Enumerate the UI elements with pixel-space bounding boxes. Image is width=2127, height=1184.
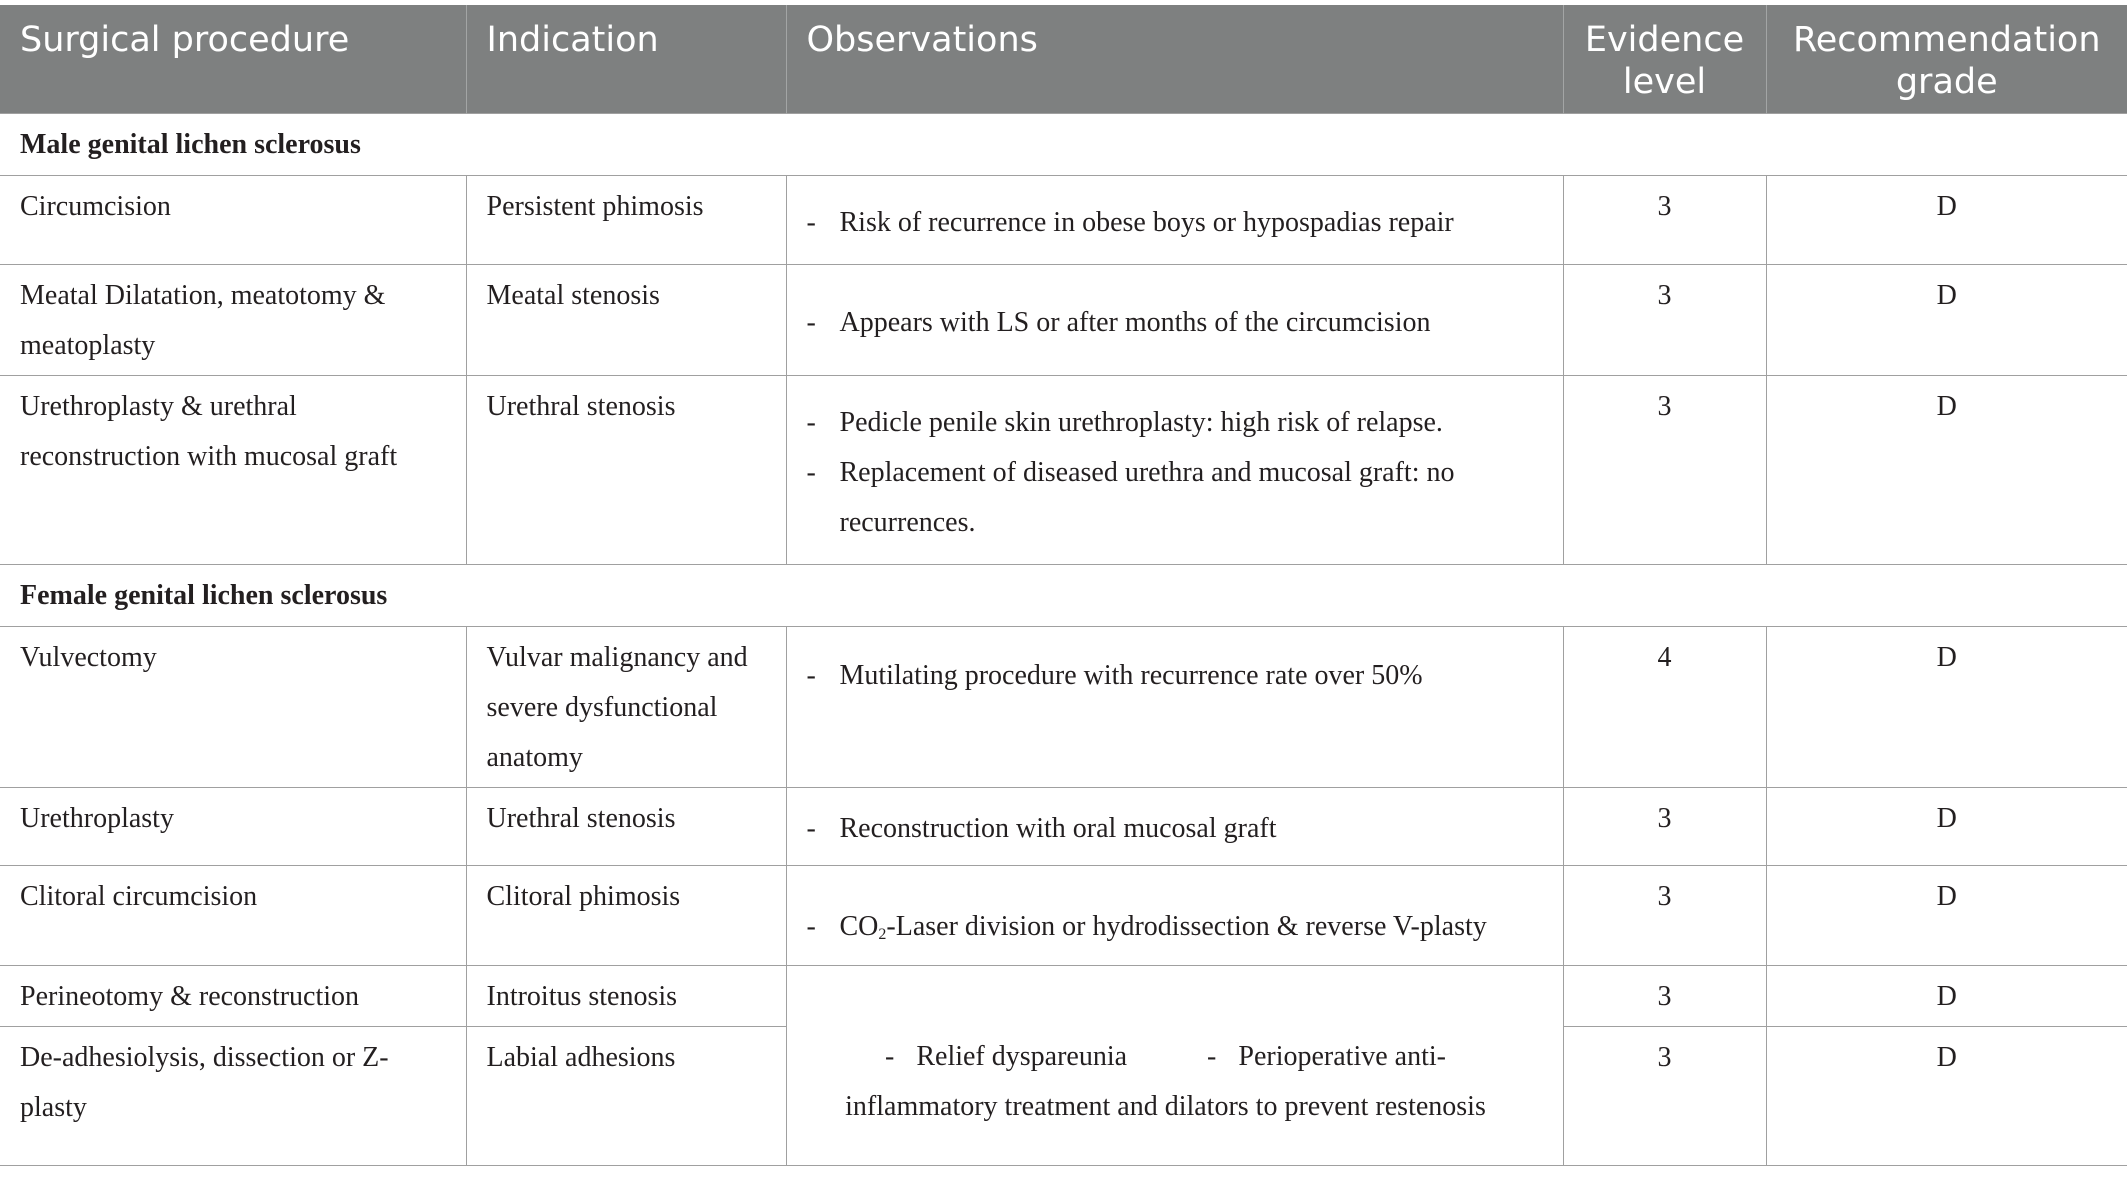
observations-list xyxy=(807,198,1543,248)
header-evidence-line1: Evidence xyxy=(1584,20,1745,60)
observation-item: - Reconstruction with oral mucosal graft xyxy=(807,804,1543,854)
cell-observations xyxy=(786,787,1563,865)
cell-procedure: Clitoral circumcision xyxy=(0,865,466,965)
cell-procedure: Urethroplasty xyxy=(0,787,466,865)
cell-evidence-level: 4 xyxy=(1563,626,1766,787)
surgical-procedures-table xyxy=(0,5,2127,1166)
cell-recommendation-grade: D xyxy=(1766,375,2127,564)
header-observations: Observations xyxy=(786,5,1563,113)
cell-procedure: De-adhesiolysis, dissection or Z-plasty xyxy=(0,1026,466,1165)
table-row xyxy=(0,175,2127,264)
observation-item: - Mutilating procedure with recurrence rate over 50% xyxy=(807,651,1543,701)
cell-recommendation-grade: D xyxy=(1766,626,2127,787)
observations-list xyxy=(807,902,1543,952)
cell-indication: Meatal stenosis xyxy=(466,264,786,375)
observation-text: Relief dyspareunia xyxy=(916,1041,1128,1072)
header-row xyxy=(0,5,2127,113)
section-row-male xyxy=(0,113,2127,175)
cell-evidence-level: 3 xyxy=(1563,175,1766,264)
co2-prefix: CO xyxy=(839,911,879,942)
co2-subscript: 2 xyxy=(878,926,887,943)
cell-indication: Persistent phimosis xyxy=(466,175,786,264)
cell-observations xyxy=(786,865,1563,965)
header-recommendation-grade xyxy=(1766,5,2127,113)
section-row-female xyxy=(0,564,2127,626)
header-surgical-procedure: Surgical procedure xyxy=(0,5,466,113)
observation-item: - Perioperative anti-inflammatory treatment and dilators to prevent restenosis xyxy=(845,1041,1486,1122)
cell-observations xyxy=(786,175,1563,264)
cell-procedure: Circumcision xyxy=(0,175,466,264)
observations-list xyxy=(807,298,1543,348)
cell-evidence-level: 3 xyxy=(1563,264,1766,375)
cell-recommendation-grade: D xyxy=(1766,965,2127,1026)
cell-indication: Urethral stenosis xyxy=(466,375,786,564)
cell-evidence-level: 3 xyxy=(1563,787,1766,865)
observation-item: - Appears with LS or after months of the circumcision xyxy=(807,298,1543,348)
section-title-female: Female genital lichen sclerosus xyxy=(0,564,2127,626)
cell-recommendation-grade: D xyxy=(1766,175,2127,264)
cell-evidence-level: 3 xyxy=(1563,965,1766,1026)
observation-item: - Replacement of diseased urethra and mucosal graft: no recurrences. xyxy=(807,448,1543,548)
cell-indication: Urethral stenosis xyxy=(466,787,786,865)
cell-evidence-level: 3 xyxy=(1563,1026,1766,1165)
cell-procedure: Meatal Dilatation, meatotomy & meatoplasty xyxy=(0,264,466,375)
cell-recommendation-grade: D xyxy=(1766,865,2127,965)
observation-text: Perioperative anti-inflammatory treatment and dilators to prevent restenosis xyxy=(845,1041,1486,1122)
observation-text: -Laser division or hydrodissection & reverse V-plasty xyxy=(886,911,1487,942)
table-row xyxy=(0,965,2127,1026)
observations-list xyxy=(807,651,1543,701)
cell-observations xyxy=(786,264,1563,375)
header-grade-line2: grade xyxy=(1895,62,1998,102)
cell-observations-shared xyxy=(786,965,1563,1165)
cell-recommendation-grade: D xyxy=(1766,264,2127,375)
table-row xyxy=(0,865,2127,965)
cell-recommendation-grade: D xyxy=(1766,1026,2127,1165)
header-grade-line1: Recommendation xyxy=(1792,20,2101,60)
observation-item: - Risk of recurrence in obese boys or hypospadias repair xyxy=(807,198,1543,248)
cell-observations xyxy=(786,626,1563,787)
cell-procedure: Vulvectomy xyxy=(0,626,466,787)
cell-evidence-level: 3 xyxy=(1563,375,1766,564)
header-evidence-level xyxy=(1563,5,1766,113)
section-title-male: Male genital lichen sclerosus xyxy=(0,113,2127,175)
cell-observations xyxy=(786,375,1563,564)
header-indication: Indication xyxy=(466,5,786,113)
cell-indication: Vulvar malignancy and severe dysfunctional anatomy xyxy=(466,626,786,787)
table-row xyxy=(0,375,2127,564)
cell-indication: Introitus stenosis xyxy=(466,965,786,1026)
cell-evidence-level: 3 xyxy=(1563,865,1766,965)
cell-procedure: Perineotomy & reconstruction xyxy=(0,965,466,1026)
cell-indication: Labial adhesions xyxy=(466,1026,786,1165)
table-row xyxy=(0,264,2127,375)
table-header xyxy=(0,5,2127,113)
cell-procedure: Urethroplasty & urethral reconstruction with mucosal graft xyxy=(0,375,466,564)
observation-item xyxy=(807,902,1543,952)
header-evidence-line2: level xyxy=(1622,62,1707,102)
observation-item: - Pedicle penile skin urethroplasty: high risk of relapse. xyxy=(807,398,1543,448)
cell-indication: Clitoral phimosis xyxy=(466,865,786,965)
observations-list xyxy=(807,398,1543,548)
table-row xyxy=(0,787,2127,865)
cell-recommendation-grade: D xyxy=(1766,787,2127,865)
observations-list xyxy=(807,804,1543,854)
observation-item: - Relief dyspareunia xyxy=(885,1041,1128,1072)
table-row xyxy=(0,626,2127,787)
